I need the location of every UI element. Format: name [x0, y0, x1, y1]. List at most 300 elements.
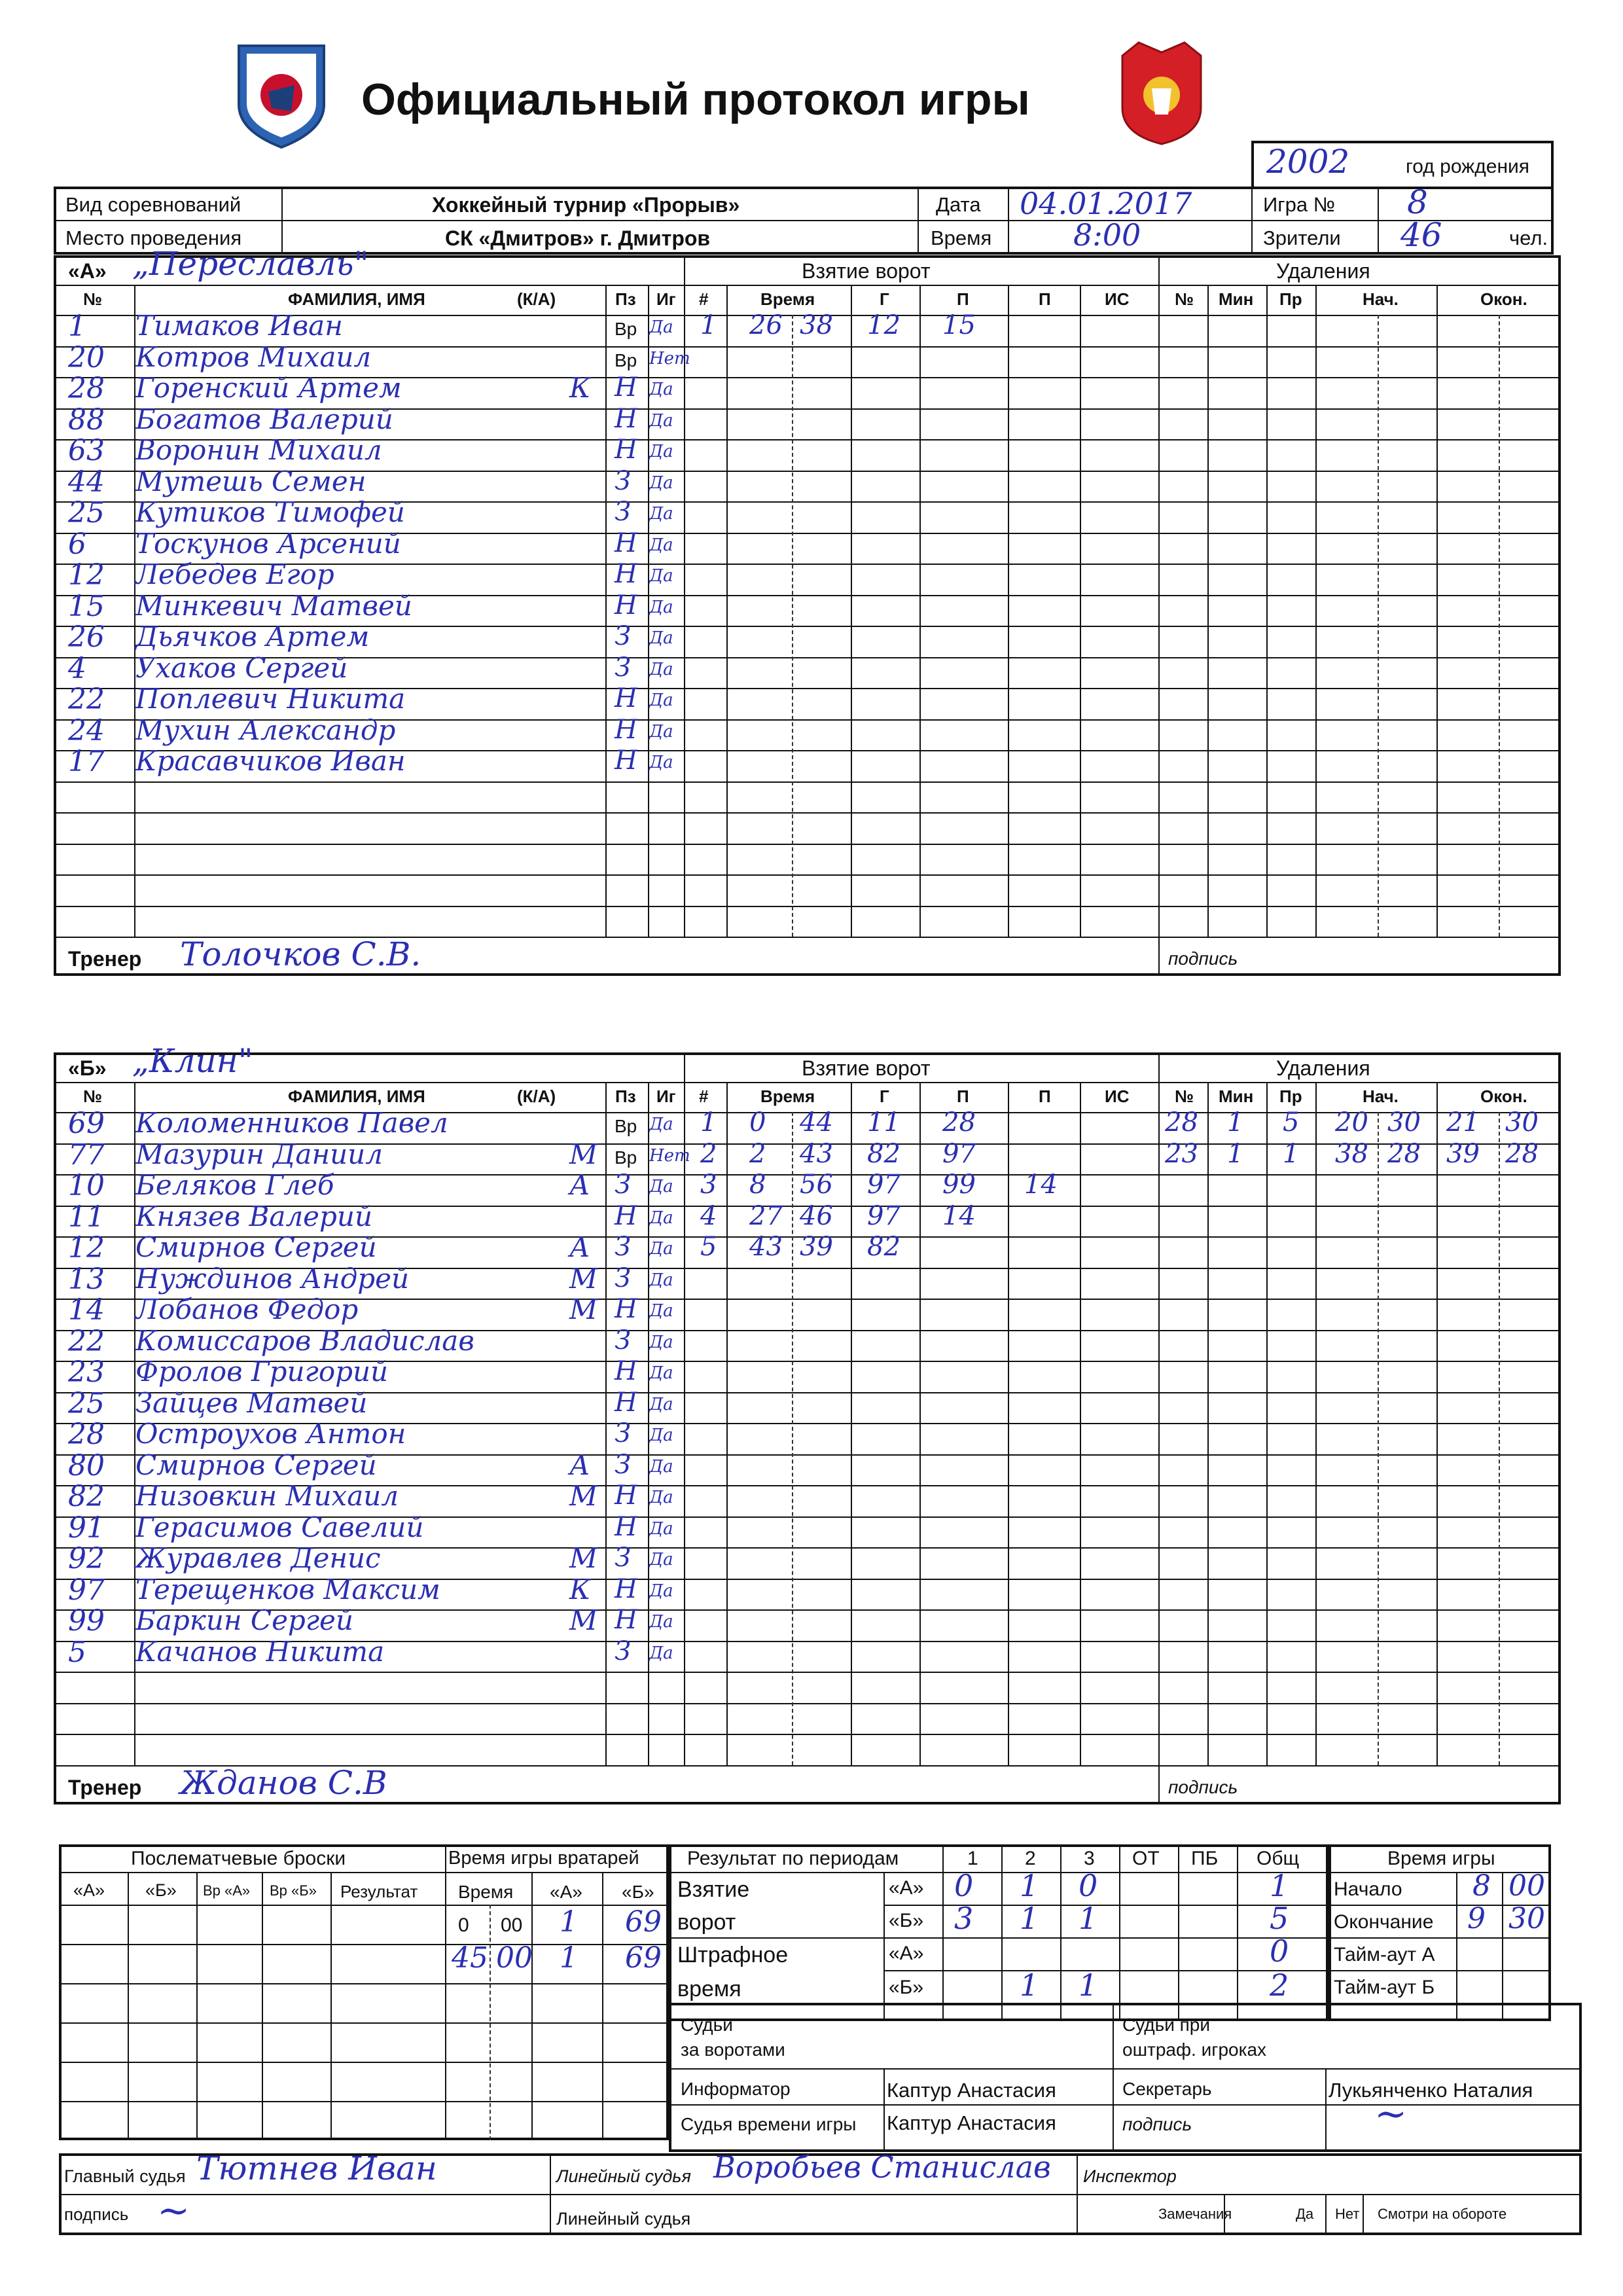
col-pen-end: Окон.	[1480, 1086, 1527, 1106]
player-plays: Да	[649, 1612, 673, 1632]
player-number: 99	[68, 1604, 105, 1638]
period-value: 1	[1270, 1868, 1289, 1903]
rule	[1207, 1082, 1209, 1765]
col-goal-time: Время	[760, 289, 815, 309]
date-label: Дата	[936, 193, 981, 216]
player-plays: Нет	[649, 1145, 690, 1166]
player-position: Н	[615, 1200, 637, 1231]
player-position: З	[615, 1543, 631, 1573]
rule	[1315, 1082, 1317, 1765]
goal-number: 1	[700, 1107, 717, 1138]
col-pen-no: №	[1175, 289, 1194, 309]
dashed-rule	[1499, 315, 1500, 937]
rule	[54, 844, 1561, 845]
col-plays: Иг	[656, 1086, 676, 1106]
game-end-minute: 30	[1508, 1902, 1545, 1935]
penalty-end-sec: 28	[1505, 1138, 1539, 1169]
player-position: Н	[615, 714, 637, 745]
rule	[1178, 1844, 1179, 2021]
rule	[1207, 285, 1209, 937]
penalty-player: 28	[1165, 1107, 1198, 1138]
goal-minute: 8	[749, 1170, 766, 1200]
rule	[59, 1983, 669, 1984]
goals-title: Взятие ворот	[802, 259, 931, 283]
coach-label: Тренер	[68, 1775, 142, 1799]
player-position: З	[615, 1636, 631, 1666]
player-name: Баркин Сергей	[135, 1604, 353, 1636]
moscow-region-emblem	[1113, 36, 1211, 147]
player-name: Остроухов Антон	[135, 1418, 406, 1450]
goalie-team-a: 1	[560, 1905, 578, 1939]
rule	[883, 1905, 1329, 1906]
rule	[883, 2068, 885, 2152]
col-pen-no: №	[1175, 1086, 1194, 1106]
time-value: 8:00	[1073, 217, 1141, 253]
player-plays: Да	[649, 442, 673, 461]
col-pen-min: Мин	[1219, 1086, 1254, 1106]
rule	[669, 1872, 1329, 1873]
player-name: Фролов Григорий	[135, 1355, 389, 1388]
rule	[1113, 2003, 1114, 2152]
rule	[1436, 285, 1438, 937]
player-plays: Да	[649, 1332, 673, 1352]
player-name: Князев Валерий	[135, 1200, 373, 1232]
rule	[54, 874, 1561, 876]
player-name: Журавлев Денис	[135, 1542, 381, 1574]
rule	[1077, 2153, 1078, 2235]
player-role: М	[569, 1542, 598, 1574]
dashed-rule	[792, 315, 793, 937]
competition-label: Вид соревнований	[65, 193, 241, 216]
col-goal-no: #	[699, 289, 709, 309]
shootout-col-vra: Вр «А»	[203, 1882, 251, 1899]
period-value: 0	[954, 1868, 974, 1903]
player-plays: Да	[649, 597, 673, 617]
player-plays: Да	[649, 721, 673, 742]
player-number: 82	[68, 1480, 105, 1513]
goal-second: 44	[800, 1107, 833, 1138]
player-role: К	[569, 372, 591, 404]
pim-team-b-label: «Б»	[889, 1977, 924, 1998]
player-number: 25	[68, 1386, 105, 1420]
player-plays: Да	[649, 1270, 673, 1290]
penalties-title: Удаления	[1276, 1056, 1370, 1080]
player-position: Н	[615, 590, 637, 620]
col-goal-p1: П	[957, 289, 969, 309]
rule	[1001, 1844, 1003, 2021]
player-position: З	[615, 652, 631, 683]
remarks-label: Замечания	[1158, 2206, 1232, 2222]
player-number: 20	[68, 340, 105, 374]
rule	[1266, 285, 1268, 937]
goal-number: 1	[700, 310, 717, 340]
rule	[196, 1872, 198, 2140]
player-number: 28	[68, 1418, 105, 1451]
pim-row-label-2: время	[677, 1977, 741, 2001]
player-plays: Да	[649, 566, 673, 586]
rule	[531, 1872, 533, 2140]
player-position: Н	[615, 559, 637, 589]
penalty-end-sec: 30	[1505, 1107, 1539, 1138]
player-number: 88	[68, 403, 105, 437]
spectators-label: Зрители	[1263, 226, 1341, 249]
player-name: Зайцев Матвей	[135, 1386, 368, 1419]
goal-number: 4	[700, 1200, 717, 1231]
goals-team-a-label: «А»	[889, 1877, 924, 1899]
rule	[54, 812, 1561, 814]
period-header: 1	[967, 1848, 978, 1869]
player-number: 4	[68, 651, 86, 685]
col-goal-g: Г	[880, 289, 889, 309]
player-number: 77	[68, 1138, 105, 1172]
rule	[59, 1872, 669, 1873]
player-position: Вр	[615, 350, 637, 370]
game-no-value: 8	[1407, 183, 1428, 221]
dashed-rule	[792, 1112, 793, 1765]
linesman-2-label: Линейный судья	[556, 2209, 691, 2229]
linesman-1-label: Линейный судья	[556, 2166, 691, 2186]
player-name: Горенский Артем	[135, 372, 402, 404]
goalie-team-a: 1	[560, 1941, 578, 1975]
penalty-start-min: 20	[1335, 1107, 1368, 1138]
goalie-team-b: 69	[625, 1905, 662, 1939]
penalty-start-sec: 30	[1387, 1107, 1421, 1138]
period-results-title: Результат по периодам	[687, 1848, 899, 1869]
player-position: З	[615, 1325, 631, 1355]
player-name: Мутешь Семен	[135, 465, 366, 497]
goals-row-label-2: ворот	[677, 1910, 736, 1935]
player-number: 11	[68, 1200, 105, 1234]
player-plays: Да	[649, 473, 673, 493]
col-goal-is: ИС	[1105, 289, 1130, 309]
col-goal-p2: П	[1039, 1086, 1051, 1106]
player-position: Н	[615, 1387, 637, 1418]
player-number: 1	[68, 310, 86, 343]
goalie-col-time: Время	[458, 1882, 514, 1902]
rule	[330, 1872, 332, 2140]
col-name: ФАМИЛИЯ, ИМЯ	[288, 289, 425, 309]
player-number: 91	[68, 1511, 105, 1545]
birth-year-label: год рождения	[1406, 156, 1530, 177]
player-number: 28	[68, 372, 105, 405]
goal-minute: 27	[749, 1200, 783, 1231]
pim-row-label-1: Штрафное	[677, 1943, 789, 1967]
player-plays: Да	[649, 1208, 673, 1228]
timekeeper-name: Каптур Анастасия	[887, 2111, 1056, 2134]
goal-number: 2	[700, 1138, 717, 1169]
goal-assist-1: 28	[942, 1107, 976, 1138]
player-plays: Да	[649, 753, 673, 772]
date-value: 04.01.2017	[1020, 186, 1192, 221]
rule	[54, 1082, 1561, 1083]
player-position: Н	[615, 528, 637, 558]
goalie-team-b: 69	[625, 1941, 662, 1975]
chief-referee-label: Главный судья	[64, 2166, 186, 2186]
competition-value: Хоккейный турнир «Прорыв»	[432, 193, 740, 217]
goal-minute: 26	[749, 310, 783, 340]
rule	[59, 2101, 669, 2102]
player-plays: Да	[649, 659, 673, 679]
coach-sign-label: подпись	[1168, 948, 1238, 969]
coach-name: Жданов С.В	[180, 1763, 387, 1802]
rule	[1008, 1082, 1009, 1765]
rule	[602, 1872, 603, 2140]
player-number: 69	[68, 1107, 105, 1140]
goals-row-label-1: Взятие	[677, 1877, 750, 1902]
goal-second: 56	[800, 1170, 833, 1200]
remarks-yes: Да	[1296, 2206, 1314, 2222]
player-position: Н	[615, 403, 637, 434]
goalie-time-second: 00	[496, 1941, 533, 1975]
goal-scorer: 12	[867, 310, 901, 340]
referee-signature-icon: ~	[157, 2188, 190, 2234]
goal-minute: 43	[749, 1232, 783, 1262]
spectators-unit: чел.	[1509, 226, 1548, 249]
period-header: ПБ	[1191, 1848, 1219, 1869]
player-role: А	[569, 1169, 590, 1201]
penalties-title: Удаления	[1276, 259, 1370, 283]
informer-name: Каптур Анастасия	[887, 2079, 1056, 2102]
rule	[1060, 1844, 1061, 2021]
player-name: Низовкин Михаил	[135, 1480, 399, 1512]
rule	[1325, 2194, 1327, 2235]
player-position: З	[615, 1418, 631, 1448]
player-name: Комиссаров Владислав	[135, 1324, 474, 1357]
penalty-start-min: 38	[1335, 1138, 1368, 1169]
player-position: Вр	[615, 319, 637, 339]
goalie-col-b: «Б»	[622, 1882, 654, 1902]
dashed-rule	[490, 1905, 491, 2140]
game-start-hour: 8	[1472, 1869, 1491, 1903]
rule	[883, 1970, 1329, 1971]
goal-scorer: 97	[867, 1170, 901, 1200]
player-role: М	[569, 1138, 598, 1170]
rule	[59, 2062, 669, 2063]
player-plays: Да	[649, 317, 673, 337]
period-value: 1	[1079, 1901, 1098, 1936]
goal-judges-label-2: за воротами	[681, 2039, 785, 2060]
col-goal-p2: П	[1039, 289, 1051, 309]
rule	[1080, 1082, 1081, 1765]
see-back-label: Смотри на обороте	[1378, 2206, 1507, 2222]
col-goal-time: Время	[760, 1086, 815, 1106]
period-value: 0	[1270, 1933, 1289, 1969]
rule	[669, 1937, 1329, 1939]
penalty-minutes: 1	[1227, 1138, 1244, 1169]
coach-label: Тренер	[68, 947, 142, 971]
rule	[919, 1082, 921, 1765]
player-number: 22	[68, 683, 105, 716]
period-value: 1	[1020, 1901, 1039, 1936]
coach-name: Толочков С.В.	[180, 935, 421, 973]
rule	[851, 285, 852, 937]
game-no-label: Игра №	[1263, 193, 1335, 216]
team_a-label: «А»	[68, 259, 107, 283]
player-role: М	[569, 1604, 598, 1636]
rule	[54, 781, 1561, 783]
goalie-time-title: Время игры вратарей	[448, 1848, 639, 1869]
birth-year-value: 2002	[1266, 143, 1350, 181]
player-number: 23	[68, 1355, 105, 1389]
rule	[1158, 1052, 1160, 1804]
linesman-1-name: Воробьев Станислав	[713, 2149, 1051, 2185]
player-position: Н	[615, 435, 637, 465]
rule	[1266, 1082, 1268, 1765]
rule	[1237, 1844, 1238, 2021]
penalty-minutes: 1	[1227, 1107, 1244, 1138]
game-time-title: Время игры	[1387, 1848, 1495, 1869]
goal-second: 43	[800, 1138, 833, 1169]
col-goal-is: ИС	[1105, 1086, 1130, 1106]
player-role: М	[569, 1262, 598, 1295]
player-number: 14	[68, 1293, 105, 1327]
player-number: 12	[68, 558, 105, 592]
rule	[54, 1734, 1561, 1735]
secretary-label: Секретарь	[1122, 2079, 1212, 2099]
player-plays: Да	[649, 1239, 673, 1259]
player-role: М	[569, 1293, 598, 1325]
player-position: Н	[615, 1511, 637, 1542]
goal-second: 46	[800, 1200, 833, 1231]
rule	[1456, 1872, 1457, 2021]
player-position: З	[615, 621, 631, 651]
rule	[262, 1872, 263, 2140]
goal-scorer: 82	[867, 1138, 901, 1169]
col-pen-min: Мин	[1219, 289, 1254, 309]
shootout-col-vrb: Вр «Б»	[270, 1882, 317, 1899]
game-start-minute: 00	[1508, 1869, 1545, 1903]
player-plays: Да	[649, 1363, 673, 1383]
player-plays: Да	[649, 410, 673, 431]
player-position: Н	[615, 372, 637, 403]
col-pos: Пз	[615, 1086, 636, 1106]
goal-scorer: 82	[867, 1232, 901, 1262]
period-header: 3	[1084, 1848, 1095, 1869]
penbox-judges-label-1: Судьи при	[1122, 2015, 1211, 2035]
period-value: 1	[1020, 1868, 1039, 1903]
penalty-end-min: 21	[1446, 1107, 1480, 1138]
col-goal-g: Г	[880, 1086, 889, 1106]
rule	[59, 2194, 1077, 2195]
period-header: Общ	[1257, 1848, 1300, 1869]
player-number: 25	[68, 496, 105, 529]
shootout-title: Послематчевые броски	[131, 1848, 346, 1869]
rule	[883, 1872, 885, 2021]
rule	[605, 1082, 607, 1765]
rule	[1119, 1844, 1120, 2021]
player-name: Минкевич Матвей	[135, 589, 412, 622]
goal-assist-1: 15	[942, 310, 976, 340]
player-name: Воронин Михаил	[135, 434, 382, 466]
player-name: Лебедев Егор	[135, 558, 334, 590]
player-name: Богатов Валерий	[135, 403, 393, 435]
goal-scorer: 11	[867, 1107, 901, 1138]
player-number: 17	[68, 745, 105, 778]
goal-scorer: 97	[867, 1200, 901, 1231]
timekeeper-label: Судья времени игры	[681, 2114, 857, 2134]
col-pen-pr: Пр	[1279, 1086, 1302, 1106]
rule	[1325, 2068, 1327, 2152]
rule	[726, 285, 728, 937]
goal-assist-2: 14	[1024, 1170, 1058, 1200]
rule	[550, 2153, 551, 2235]
player-position: З	[615, 1170, 631, 1200]
player-number: 6	[68, 527, 86, 561]
dashed-rule	[1499, 1112, 1500, 1765]
rule	[128, 1872, 129, 2140]
player-name: Нуждинов Андрей	[135, 1262, 410, 1295]
player-name: Тоскунов Арсений	[135, 527, 401, 560]
player-name: Дьячков Артем	[135, 620, 370, 653]
player-name: Красавчиков Иван	[135, 745, 406, 777]
player-position: Н	[615, 1573, 637, 1604]
goal-assist-1: 97	[942, 1138, 976, 1169]
player-position: Вр	[615, 1116, 637, 1136]
informer-label: Информатор	[681, 2079, 791, 2099]
player-plays: Да	[649, 1456, 673, 1477]
player-name: Беляков Глеб	[135, 1169, 334, 1201]
rule	[726, 1082, 728, 1765]
player-plays: Да	[649, 1488, 673, 1507]
period-value: 0	[1079, 1868, 1098, 1903]
dashed-rule	[1378, 1112, 1379, 1765]
period-header: ОТ	[1132, 1848, 1160, 1869]
player-role: К	[569, 1573, 591, 1605]
penbox-judges-label-2: оштраф. игроках	[1122, 2039, 1267, 2060]
rule	[1077, 2194, 1582, 2195]
player-plays: Да	[649, 1550, 673, 1570]
player-name: Терещенков Максим	[135, 1573, 440, 1605]
player-name: Смирнов Сергей	[135, 1448, 377, 1481]
game-end-hour: 9	[1467, 1902, 1486, 1935]
player-number: 97	[68, 1573, 105, 1607]
player-plays: Да	[649, 691, 673, 710]
period-results-frame	[669, 1844, 1329, 2021]
player-name: Поплевич Никита	[135, 683, 406, 715]
secretary-name: Лукьянченко Наталия	[1329, 2079, 1533, 2102]
player-position: Н	[615, 1294, 637, 1324]
player-position: З	[615, 1449, 631, 1480]
shootout-col-b: «Б»	[145, 1880, 177, 1900]
player-plays: Да	[649, 1518, 673, 1539]
player-name: Герасимов Савелий	[135, 1511, 424, 1543]
player-plays: Да	[649, 628, 673, 648]
referee-sign-label: подпись	[64, 2204, 129, 2224]
player-number: 15	[68, 589, 105, 623]
venue-label: Место проведения	[65, 226, 242, 249]
player-number: 26	[68, 620, 105, 654]
player-plays: Да	[649, 1301, 673, 1321]
player-role: А	[569, 1231, 590, 1263]
coach-sign-label: подпись	[1168, 1776, 1238, 1797]
player-number: 5	[68, 1635, 86, 1669]
player-position: Н	[615, 1605, 637, 1635]
player-position: Н	[615, 683, 637, 713]
player-plays: Да	[649, 1394, 673, 1414]
rule	[54, 1672, 1561, 1673]
player-plays: Да	[649, 504, 673, 524]
goal-assist-1: 14	[942, 1200, 976, 1231]
rule	[1329, 1937, 1551, 1939]
period-value: 2	[1270, 1967, 1289, 2003]
player-number: 44	[68, 465, 105, 499]
goalie-time-minute: 45	[452, 1941, 488, 1975]
player-plays: Нет	[649, 348, 690, 368]
player-position: З	[615, 497, 631, 527]
player-number: 63	[68, 434, 105, 467]
rule	[54, 285, 1561, 286]
col-name: ФАМИЛИЯ, ИМЯ	[288, 1086, 425, 1106]
